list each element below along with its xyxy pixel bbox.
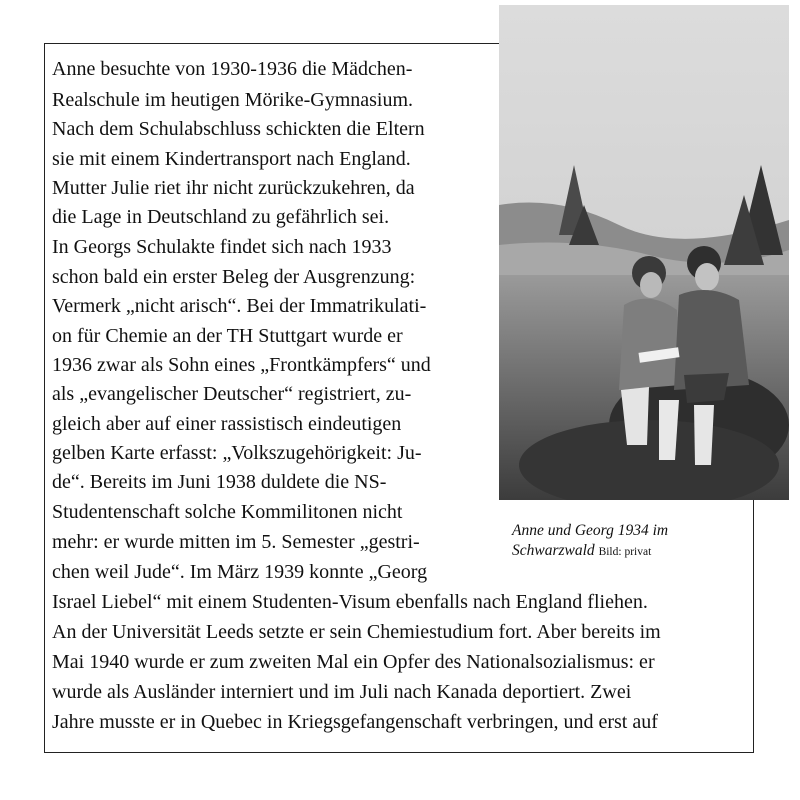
photo-graphic bbox=[499, 5, 789, 500]
text-line: on für Chemie an der TH Stuttgart wurde er bbox=[52, 325, 403, 347]
text-line: Realschule im heutigen Mörike-Gymnasium. bbox=[52, 89, 414, 111]
text-line: Nach dem Schulabschluss schickten die Eltern bbox=[52, 118, 425, 140]
text-line: wurde als Ausländer interniert und im Juli nach Kanada deportiert. Zwei bbox=[52, 681, 632, 703]
text-line: als „evangelischer Deutscher“ registriert, zu- bbox=[52, 383, 412, 405]
text-line: gelben Karte erfasst: „Volkszugehörigkeit: Ju- bbox=[52, 442, 422, 464]
text-line: 1936 zwar als Sohn eines „Frontkämpfers“ und bbox=[52, 354, 431, 376]
caption-line-1: Anne und Georg 1934 im bbox=[512, 522, 669, 539]
text-line: Anne besuchte von 1930-1936 die Mädchen- bbox=[52, 58, 413, 80]
text-line: Vermerk „nicht arisch“. Bei der Immatrikulati- bbox=[52, 295, 427, 317]
text-line: die Lage in Deutschland zu gefährlich sei. bbox=[52, 206, 390, 228]
text-line: Mai 1940 wurde er zum zweiten Mal ein Opfer des Nationalsozialismus: er bbox=[52, 651, 655, 673]
text-line: Israel Liebel“ mit einem Studenten-Visum ebenfalls nach England fliehen. bbox=[52, 591, 648, 613]
text-line: Studentenschaft solche Kommilitonen nicht bbox=[52, 501, 403, 523]
text-line: gleich aber auf einer rassistisch eindeutigen bbox=[52, 413, 402, 435]
text-line: Mutter Julie riet ihr nicht zurückzukehren, da bbox=[52, 177, 415, 199]
photo-credit: Bild: privat bbox=[598, 546, 652, 558]
text-line: schon bald ein erster Beleg der Ausgrenzung: bbox=[52, 266, 416, 288]
text-line: In Georgs Schulakte findet sich nach 1933 bbox=[52, 236, 392, 258]
text-line: sie mit einem Kindertransport nach England. bbox=[52, 148, 411, 170]
text-line: chen weil Jude“. Im März 1939 konnte „Georg bbox=[52, 561, 428, 583]
caption-line-2: Schwarzwald bbox=[512, 542, 595, 559]
photo-caption bbox=[512, 521, 772, 562]
text-line: An der Universität Leeds setzte er sein Chemiestudium fort. Aber bereits im bbox=[52, 621, 661, 643]
text-line: Jahre musste er in Quebec in Kriegsgefangenschaft verbringen, und erst auf bbox=[52, 711, 658, 733]
text-line: mehr: er wurde mitten im 5. Semester „gestri- bbox=[52, 531, 420, 553]
historical-photo bbox=[499, 5, 789, 500]
text-line: de“. Bereits im Juni 1938 duldete die NS- bbox=[52, 471, 387, 493]
